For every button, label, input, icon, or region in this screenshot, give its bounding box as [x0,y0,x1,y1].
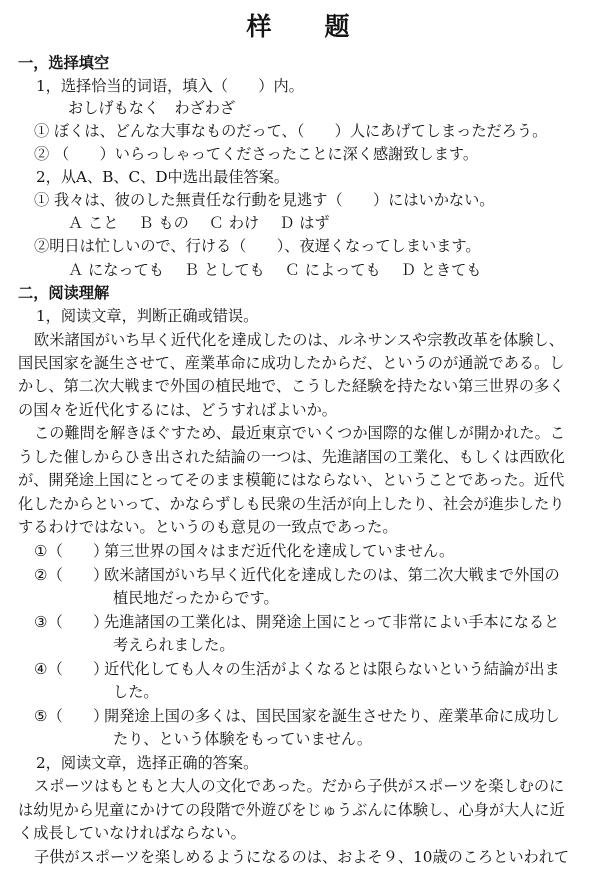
passage1-line: の国々を近代化するには、どうすればよいか。 [18,401,337,419]
q1-item-1: ① ぼくは、どんな大事なものだって、（ ）人にあげてしまっただろう。 [34,122,548,140]
statement-5-text: 開発途上国の多くは、国民国家を誕生させたり、産業革命に成功し [104,707,560,725]
page-title: 样 题 [246,12,364,41]
statement-1-mark: ①（ ） [34,542,109,560]
passage1-line: かし、第二次大戦まで外国の植民地で、こうした経験を持たない第三世界の多く [18,377,565,395]
passage2-line: 子供がスポーツを楽しめるようになるのは、およそ９、10歳のころといわれて [34,848,570,866]
q2-item-1-choices: Ａ こと Ｂ もの Ｃ わけ Ｄ はず [68,214,330,232]
passage1-line: この難問を解きほぐすため、最近東京でいくつか国際的な催しが開かれた。こ [34,424,565,442]
q1-item-2: ② （ ）いらっしゃってくださったことに深く感謝致します。 [34,145,479,163]
statement-2-mark: ②（ ） [34,566,109,584]
statement-2-text: 欧米諸国がいち早く近代化を達成したのは、第二次大戦まで外国の [104,566,560,584]
statement-4-mark: ④（ ） [34,660,109,678]
passage1-line: 化したからといって、かならずしも民衆の生活が向上したり、社会が進歩したり [18,495,565,513]
passage2-line: く成長していなければならない。 [18,824,246,842]
statement-2-text-cont: 植民地だったからです。 [113,589,279,607]
q1-instruction: 1，选择恰当的词语，填入（ ）内。 [36,77,304,95]
statement-5-text-cont: たり、という体験をもっていません。 [113,730,373,748]
passage1-line: 欧米諸国がいち早く近代化を達成したのは、ルネサンスや宗教改革を体験し、 [34,331,564,349]
passage1-line: が、開発途上国にとってそのまま模範にはならない、ということであった。近代 [18,471,565,489]
statement-3-mark: ③（ ） [34,613,109,631]
q2-item-2: ②明日は忙しいので、行ける（ ）、夜遅くなってしまいます。 [34,237,481,255]
passage1-line: うした催しからひき出された結論の一つは、先進諸国の工業化、もしくは西欧化 [18,448,565,466]
statement-4-text-cont: した。 [113,683,159,701]
passage2-line: スポーツはもともと大人の文化であった。だから子供がスポーツを楽しむのに [34,777,565,795]
statement-4-text: 近代化しても人々の生活がよくなるとは限らないという結論が出ま [104,660,560,678]
part2-instruction: 2，阅读文章，选择正确的答案。 [36,754,259,772]
statement-5-mark: ⑤（ ） [34,707,109,725]
part1-instruction: 1，阅读文章，判断正确或错误。 [36,307,259,325]
q1-options: おしげもなく わざわざ [68,99,236,117]
statement-3-text-cont: 考えられました。 [113,636,235,654]
passage2-line: は幼児から児童にかけての段階で外遊びをじゅうぶんに体験し、心身が大人に近 [18,801,565,819]
section-2-heading: 二，阅读理解 [18,284,110,302]
passage1-line: するわけではない。というのも意見の一致点であった。 [18,518,398,536]
statement-3-text: 先進諸国の工業化は、開発途上国にとって非常によい手本になると [104,613,560,631]
q2-item-2-choices: Ａ になっても Ｂ としても Ｃ によっても Ｄ ときても [68,261,482,279]
q2-item-1: ① 我々は、彼のした無責任な行動を見逃す（ ）にはいかない。 [34,191,495,209]
q2-instruction: 2，从A、B、C、D中选出最佳答案。 [36,168,290,186]
section-1-heading: 一，选择填空 [18,54,110,72]
statement-1-text: 第三世界の国々はまだ近代化を達成していません。 [104,542,455,560]
passage1-line: 国民国家を誕生させて、産業革命に成功したからだ、というのが通説である。し [18,354,565,372]
